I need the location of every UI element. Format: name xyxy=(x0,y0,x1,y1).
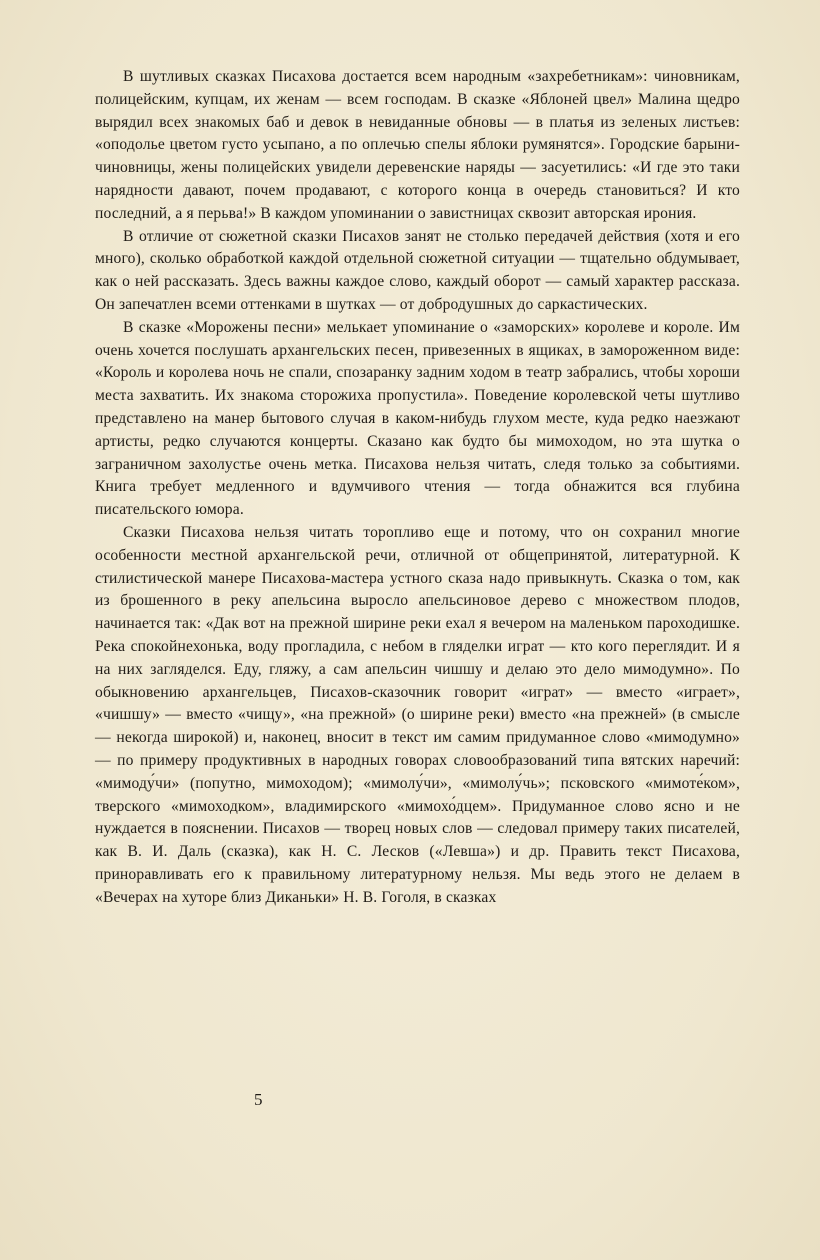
paragraph-3: В сказке «Морожены песни» мелькает упоминание о «заморских» королеве и короле. Им очень хочется послушать архангельских песен, привезенных в ящиках, в замороженном виде: «Король и королева ночь не спали, спозаранку задним ходом в театр забрались, чтобы хороши места захватить. Их знакома сторожиха пропустила». Поведение королевской четы шутливо представлено на манер бытового случая в каком-нибудь глухом месте, куда редко наезжают артисты, редко случаются концерты. Сказано как будто бы мимоходом, но эта шутка о заграничном захолустье очень метка. Писахова нельзя читать, следя только за событиями. Книга требует медленного и вдумчивого чтения — тогда обнажится вся глубина писательского юмора. xyxy=(95,318,740,519)
page-number: 5 xyxy=(254,1090,263,1109)
paragraph-1: В шутливых сказках Писахова достается всем народным «захребетникам»: чиновникам, полицейским, купцам, их женам — всем господам. В сказке «Яблоней цвел» Малина щедро вырядил всех знакомых баб и девок в невиданные обновы — в платья из зеленых листьев: «оподолье цветом густо усыпано, а по оплечью спелы яблоки румянятся». Городские барыни-чиновницы, жены полицейских увидели деревенские наряды — засуетились: «И где это таки нарядности давают, почем продавают, с которого конца в очередь становиться? И кто последний, а я перьва!» В каждом упоминании о завистницах сквозит авторская ирония. xyxy=(95,68,740,222)
paragraph-2: В отличие от сюжетной сказки Писахов занят не столько передачей действия (хотя и его много), сколько обработкой каждой отдельной сюжетной ситуации — тщательно обдумывает, как о ней рассказать. Здесь важны каждое слово, каждый оборот — самый характер рассказа. Он запечатлен всеми оттенками в шутках — от добродушных до саркастических. xyxy=(95,227,740,313)
paragraph-4: Сказки Писахова нельзя читать торопливо еще и потому, что он сохранил многие особенности местной архангельской речи, отличной от общепринятой, литературной. К стилистической манере Писахова-мастера устного сказа надо привыкнуть. Сказка о том, как из брошенного в реку апельсина выросло апельсиновое дерево с множеством плодов, начинается так: «Дак вот на прежной ширине реки ехал я вечером на маленьком пароходишке. Река спокойнехонька, воду прогладила, с небом в гляделки играт — кто кого переглядит. И я на них загляделся. Еду, гляжу, а сам апельсин чишшу и делаю это дело мимодумно». По обыкновению архангельцев, Писахов-сказочник говорит «играт» — вместо «играет», «чишшу» — вместо «чищу», «на прежной» (о ширине реки) вместо «на прежней» (в смысле — некогда широкой) и, наконец, вносит в текст им самим придуманное слово «мимодумно» — по примеру продуктивных в народных говорах словообразований типа вятских наречий: «мимоду́чи» (попутно, мимоходом); «мимолу́чи», «мимолу́чь»; псковского «мимоте́ком», тверского «мимоходком», владимирского «мимохо́дцем». Придуманное слово ясно и не нуждается в пояснении. Писахов — творец новых слов — следовал примеру таких писателей, как В. И. Даль (сказка), как Н. С. Лесков («Левша») и др. Править текст Писахова, приноравливать его к правильному литературному нельзя. Мы ведь этого не делаем в «Вечерах на хуторе близ Диканьки» Н. В. Гоголя, в сказках xyxy=(95,523,740,906)
body-text xyxy=(95,66,740,909)
